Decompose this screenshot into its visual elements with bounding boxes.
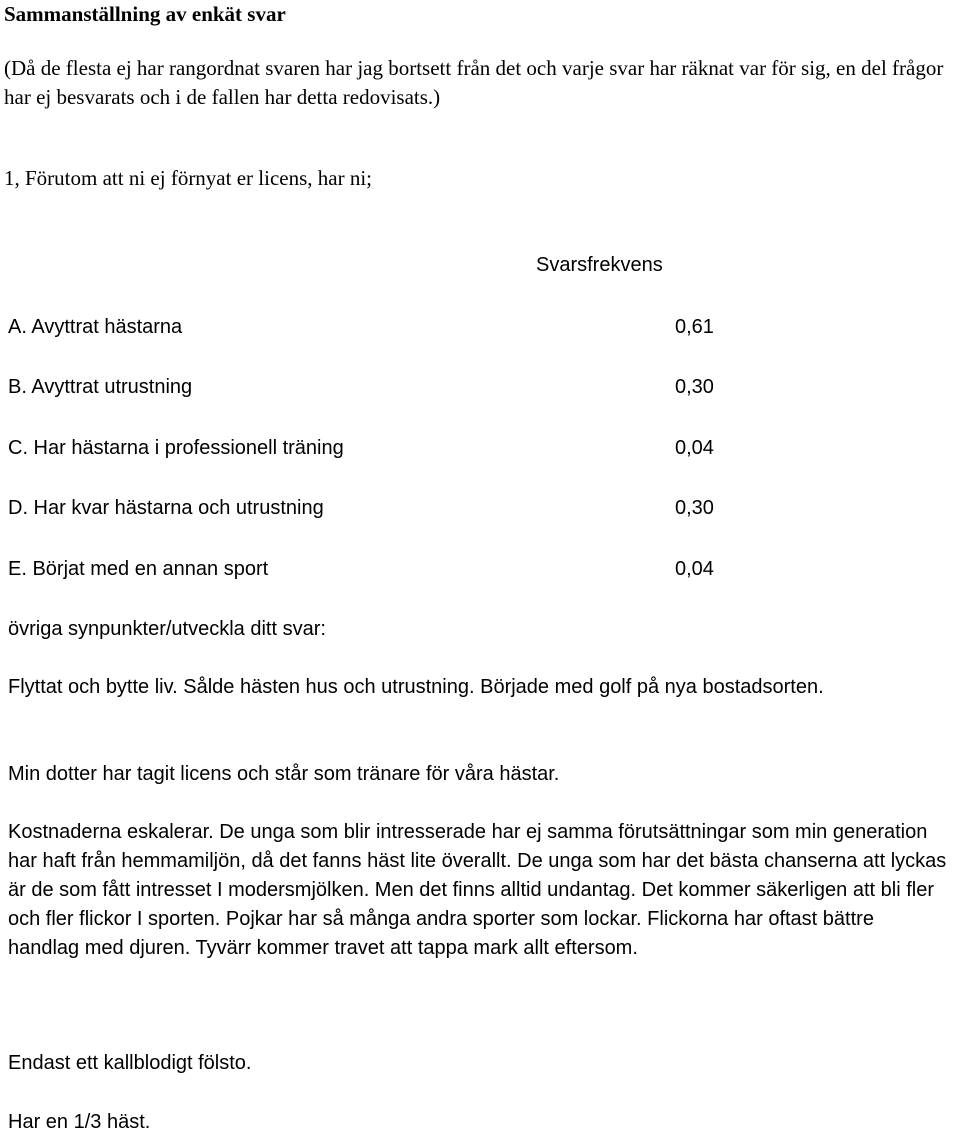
- comment: Har en 1/3 häst.: [8, 1111, 151, 1133]
- comment: Endast ett kallblodigt fölsto.: [8, 1052, 252, 1074]
- answer-frequency: 0,30: [675, 497, 714, 519]
- answer-label: D. Har kvar hästarna och utrustning: [8, 497, 324, 519]
- comment: Flyttat och bytte liv. Sålde hästen hus och utrustning. Började med golf på nya bostadsorten.: [8, 676, 824, 698]
- comment: Min dotter har tagit licens och står som tränare för våra hästar.: [8, 763, 560, 785]
- answer-label: B. Avyttrat utrustning: [8, 376, 193, 398]
- column-header-svarsfrekvens: Svarsfrekvens: [536, 254, 663, 276]
- comment: Kostnaderna eskalerar. De unga som blir intresserade har ej samma förutsättningar som min generation har haft från hemmamiljön, då det fanns häst lite överallt. De unga som har det bästa chanserna att lyckas är de som fått intresset I modersmjölken. Men det finns alltid undantag. Det kommer säkerligen att bli fler och fler flickor I sporten. Pojkar har så många andra sporter som lockar. Flickorna har oftast bättre handlag med djuren. Tyvärr kommer travet att tappa mark allt eftersom.: [8, 821, 947, 959]
- answer-frequency: 0,61: [675, 316, 714, 338]
- answer-label: A. Avyttrat hästarna: [8, 316, 183, 338]
- comments-heading: övriga synpunkter/utveckla ditt svar:: [8, 618, 326, 640]
- intro-note: (Då de flesta ej har rangordnat svaren har jag bortsett från det och varje svar har räknat var för sig, en del frågor har ej besvarats och i de fallen har detta redovisats.): [4, 56, 944, 109]
- answer-label: C. Har hästarna i professionell träning: [8, 437, 344, 459]
- question-1: 1, Förutom att ni ej förnyat er licens, har ni;: [4, 166, 372, 190]
- document-title: Sammanställning av enkät svar: [4, 2, 286, 26]
- answer-frequency: 0,04: [675, 558, 714, 580]
- answer-frequency: 0,04: [675, 437, 714, 459]
- answer-label: E. Börjat med en annan sport: [8, 558, 269, 580]
- answer-frequency: 0,30: [675, 376, 714, 398]
